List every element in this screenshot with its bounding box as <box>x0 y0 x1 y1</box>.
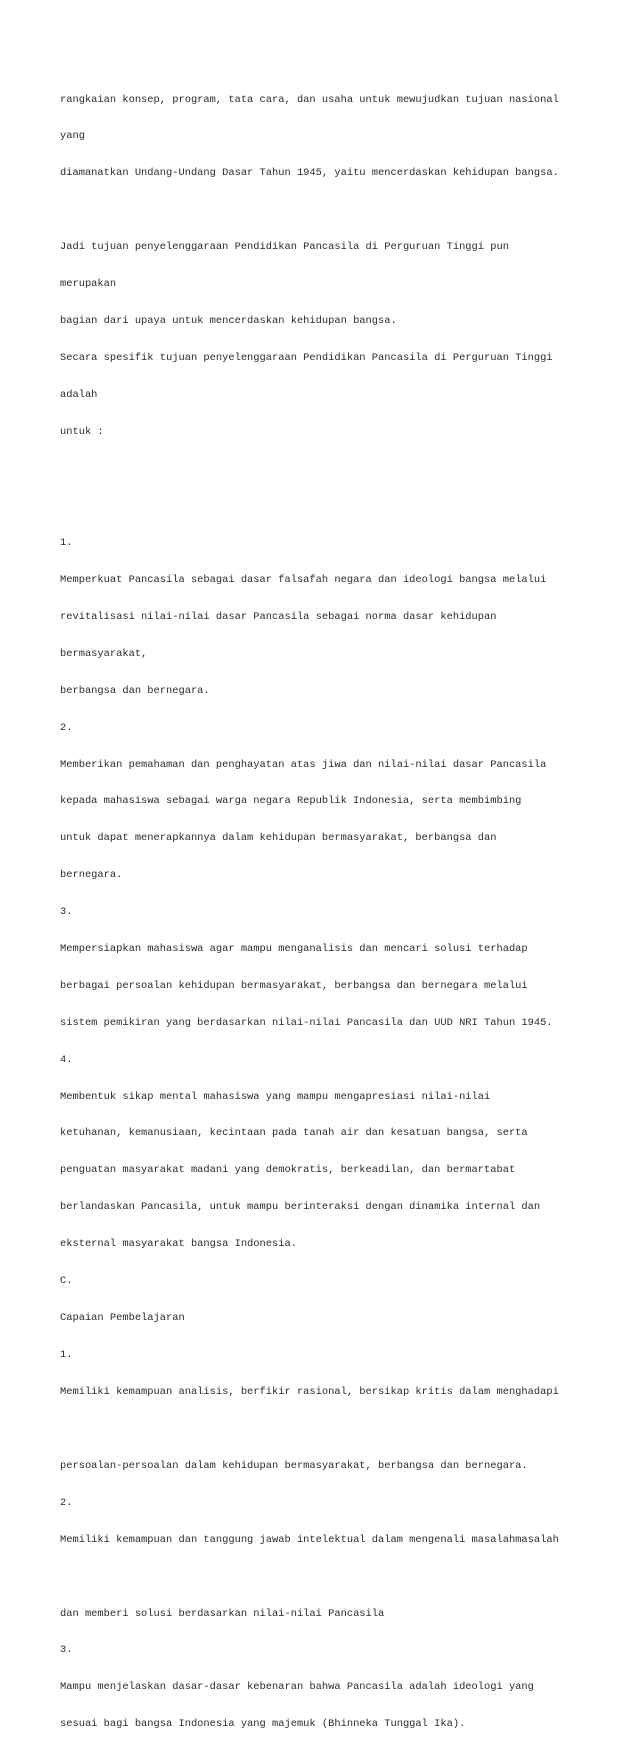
text-line: bagian dari upaya untuk mencerdaskan kehidupan bangsa. <box>60 315 397 328</box>
text-line: berbagai persoalan kehidupan bermasyarakat, berbangsa dan bernegara melalui <box>60 979 528 992</box>
list-number: 3. <box>60 1644 73 1657</box>
text-line: Memiliki kemampuan analisis, berfikir rasional, bersikap kritis dalam menghadapi <box>60 1385 559 1398</box>
blank-line <box>60 500 600 513</box>
text-line: eksternal masyarakat bangsa Indonesia. <box>60 1238 297 1251</box>
text-line: Secara spesifik tujuan penyelenggaraan Pendidikan Pancasila di Perguruan Tinggi <box>60 352 553 365</box>
text-line: persoalan-persoalan dalam kehidupan bermasyarakat, berbangsa dan bernegara. <box>60 1459 528 1472</box>
text-line: rangkaian konsep, program, tata cara, dan usaha untuk mewujudkan tujuan nasional <box>60 93 559 106</box>
blank-line <box>60 204 600 217</box>
text-line: berlandaskan Pancasila, untuk mampu berinteraksi dengan dinamika internal dan <box>60 1201 541 1214</box>
text-line: untuk : <box>60 425 104 438</box>
text-line: ketuhanan, kemanusiaan, kecintaan pada tanah air dan kesatuan bangsa, serta <box>60 1127 528 1140</box>
list-number: 2. <box>60 721 73 734</box>
text-line: diamanatkan Undang-Undang Dasar Tahun 1945, yaitu mencerdaskan kehidupan bangsa. <box>60 167 559 180</box>
text-line: Memberikan pemahaman dan penghayatan atas jiwa dan nilai-nilai dasar Pancasila <box>60 758 547 771</box>
text-line: Mempersiapkan mahasiswa agar mampu menganalisis dan mencari solusi terhadap <box>60 942 528 955</box>
text-line: bermasyarakat, <box>60 647 148 660</box>
list-number: 4. <box>60 1053 73 1066</box>
text-line: untuk dapat menerapkannya dalam kehidupan bermasyarakat, berbangsa dan <box>60 832 497 845</box>
section-heading: Capaian Pembelajaran <box>60 1311 185 1324</box>
text-line: penguatan masyarakat madani yang demokratis, berkeadilan, dan bermartabat <box>60 1164 516 1177</box>
text-line: yang <box>60 130 85 143</box>
text-line: berbangsa dan bernegara. <box>60 684 210 697</box>
document-body <box>60 69 600 1755</box>
list-number: 2. <box>60 1496 73 1509</box>
text-line: adalah <box>60 389 98 402</box>
text-line: sesuai bagi bangsa Indonesia yang majemuk (Bhinneka Tunggal Ika). <box>60 1718 466 1731</box>
text-line: Membentuk sikap mental mahasiswa yang mampu mengapresiasi nilai-nilai <box>60 1090 491 1103</box>
text-line: bernegara. <box>60 869 123 882</box>
section-letter: C. <box>60 1274 73 1287</box>
text-line: sistem pemikiran yang berdasarkan nilai-nilai Pancasila dan UUD NRI Tahun 1945. <box>60 1016 553 1029</box>
blank-line <box>60 1570 600 1583</box>
list-number: 1. <box>60 537 73 550</box>
text-line: Memiliki kemampuan dan tanggung jawab intelektual dalam mengenali masalahmasalah <box>60 1533 559 1546</box>
blank-line <box>60 1423 600 1436</box>
text-line: revitalisasi nilai-nilai dasar Pancasila sebagai norma dasar kehidupan <box>60 610 497 623</box>
text-line: merupakan <box>60 278 117 291</box>
text-line: Jadi tujuan penyelenggaraan Pendidikan Pancasila di Perguruan Tinggi pun <box>60 241 509 254</box>
list-number: 3. <box>60 906 73 919</box>
text-line: Memperkuat Pancasila sebagai dasar falsafah negara dan ideologi bangsa melalui <box>60 574 547 587</box>
text-line: kepada mahasiswa sebagai warga negara Republik Indonesia, serta membimbing <box>60 795 522 808</box>
text-line: Mampu menjelaskan dasar-dasar kebenaran bahwa Pancasila adalah ideologi yang <box>60 1681 534 1694</box>
text-line: dan memberi solusi berdasarkan nilai-nilai Pancasila <box>60 1607 385 1620</box>
list-number: 1. <box>60 1348 73 1361</box>
blank-line <box>60 463 600 476</box>
